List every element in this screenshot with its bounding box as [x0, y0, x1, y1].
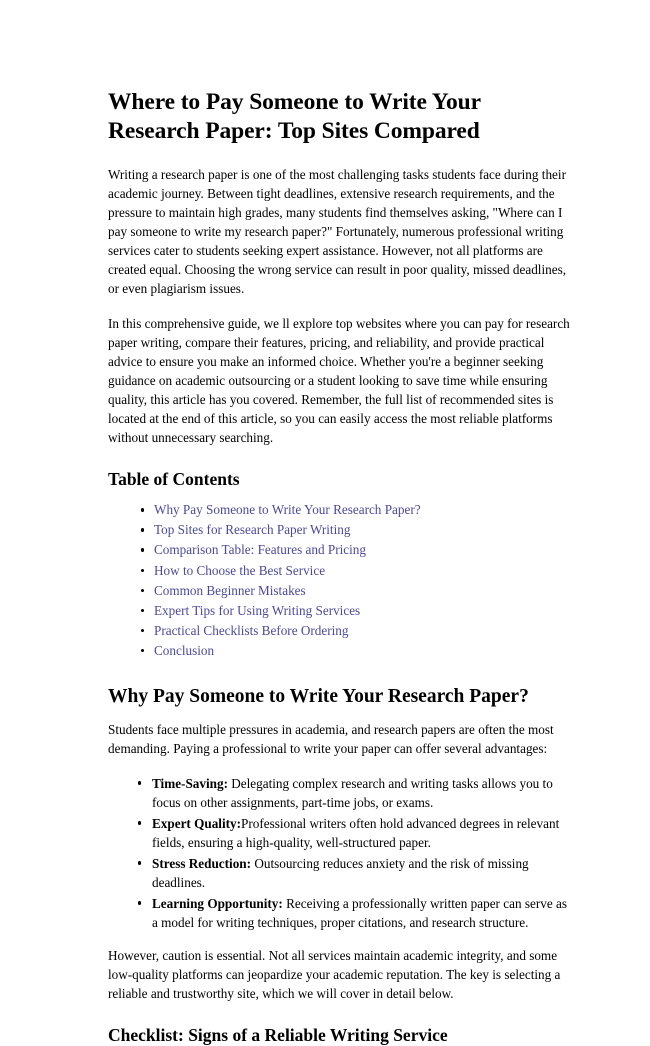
toc-link[interactable]: Common Beginner Mistakes: [154, 582, 306, 598]
toc-link[interactable]: Top Sites for Research Paper Writing: [154, 522, 351, 538]
list-item: [141, 500, 570, 520]
advantage-text: Outsourcing reduces anxiety and the risk of missing deadlines.: [152, 856, 529, 891]
list-item: [141, 540, 570, 560]
page-title: Where to Pay Someone to Write Your Research Paper: Top Sites Compared: [108, 89, 481, 144]
list-item: [141, 561, 570, 581]
advantage-text: Delegating complex research and writing tasks allows you to focus on other assignments, part-time jobs, or exams.: [152, 776, 553, 811]
list-item: [141, 601, 570, 621]
table-of-contents-list: [108, 500, 570, 661]
list-item: [138, 814, 570, 852]
advantage-term: Time-Saving:: [152, 776, 228, 792]
caution-paragraph: However, caution is essential. Not all services maintain academic integrity, and some low-quality platforms can jeopardize your academic reputation. The key is selecting a reliable and trustworthy site, which we will cover in detail below.: [108, 948, 561, 1002]
list-item: [138, 854, 570, 892]
advantage-term: Stress Reduction:: [152, 856, 252, 872]
toc-link[interactable]: Practical Checklists Before Ordering: [154, 622, 349, 638]
list-item: [138, 894, 570, 932]
advantage-text: Receiving a professionally written paper can serve as a model for writing techniques, proper citations, and research structure.: [152, 896, 567, 931]
section-heading-why-pay: Why Pay Someone to Write Your Research Paper?: [108, 685, 529, 707]
toc-link[interactable]: Comparison Table: Features and Pricing: [154, 542, 366, 558]
advantage-term: Expert Quality:: [152, 816, 242, 832]
toc-link[interactable]: Why Pay Someone to Write Your Research Paper?: [154, 502, 421, 518]
list-item: [141, 520, 570, 540]
list-item: [141, 581, 570, 601]
toc-link[interactable]: How to Choose the Best Service: [154, 562, 326, 578]
list-item: [138, 774, 570, 812]
section-why-intro-paragraph: Students face multiple pressures in academia, and research papers are often the most demanding. Paying a professional to write your paper can offer several advantages:: [108, 722, 554, 757]
table-of-contents-heading: Table of Contents: [108, 469, 240, 490]
toc-link[interactable]: Expert Tips for Using Writing Services: [154, 602, 361, 618]
checklist-heading: Checklist: Signs of a Reliable Writing Service: [108, 1025, 448, 1046]
advantages-list: [108, 774, 570, 932]
intro-paragraph-1: Writing a research paper is one of the most challenging tasks students face during their academic journey. Between tight deadlines, extensive research requirements, and the pressure to maintain high grades, many students find themselves asking, "Where can I pay someone to write my research paper?" Fortunately, numerous professional writing services cater to students seeking expert assistance. However, not all platforms are created equal. Choosing the wrong service can result in poor quality, missed deadlines, or even plagiarism issues.: [108, 167, 567, 297]
intro-paragraph-2: In this comprehensive guide, we ll explore top websites where you can pay for research paper writing, compare their features, pricing, and reliability, and provide practical advice to ensure you make an informed choice. Whether you're a beginner seeking guidance on academic outsourcing or a student looking to save time while ensuring quality, this article has you covered. Remember, the full list of recommended sites is located at the end of this article, so you can easily access the most reliable platforms without unnecessary searching.: [108, 316, 570, 446]
list-item: [141, 641, 570, 661]
list-item: [141, 621, 570, 641]
toc-link[interactable]: Conclusion: [154, 642, 215, 658]
advantage-text: Professional writers often hold advanced degrees in relevant fields, ensuring a high-quality, well-structured paper.: [152, 816, 560, 851]
advantage-term: Learning Opportunity:: [152, 896, 283, 912]
